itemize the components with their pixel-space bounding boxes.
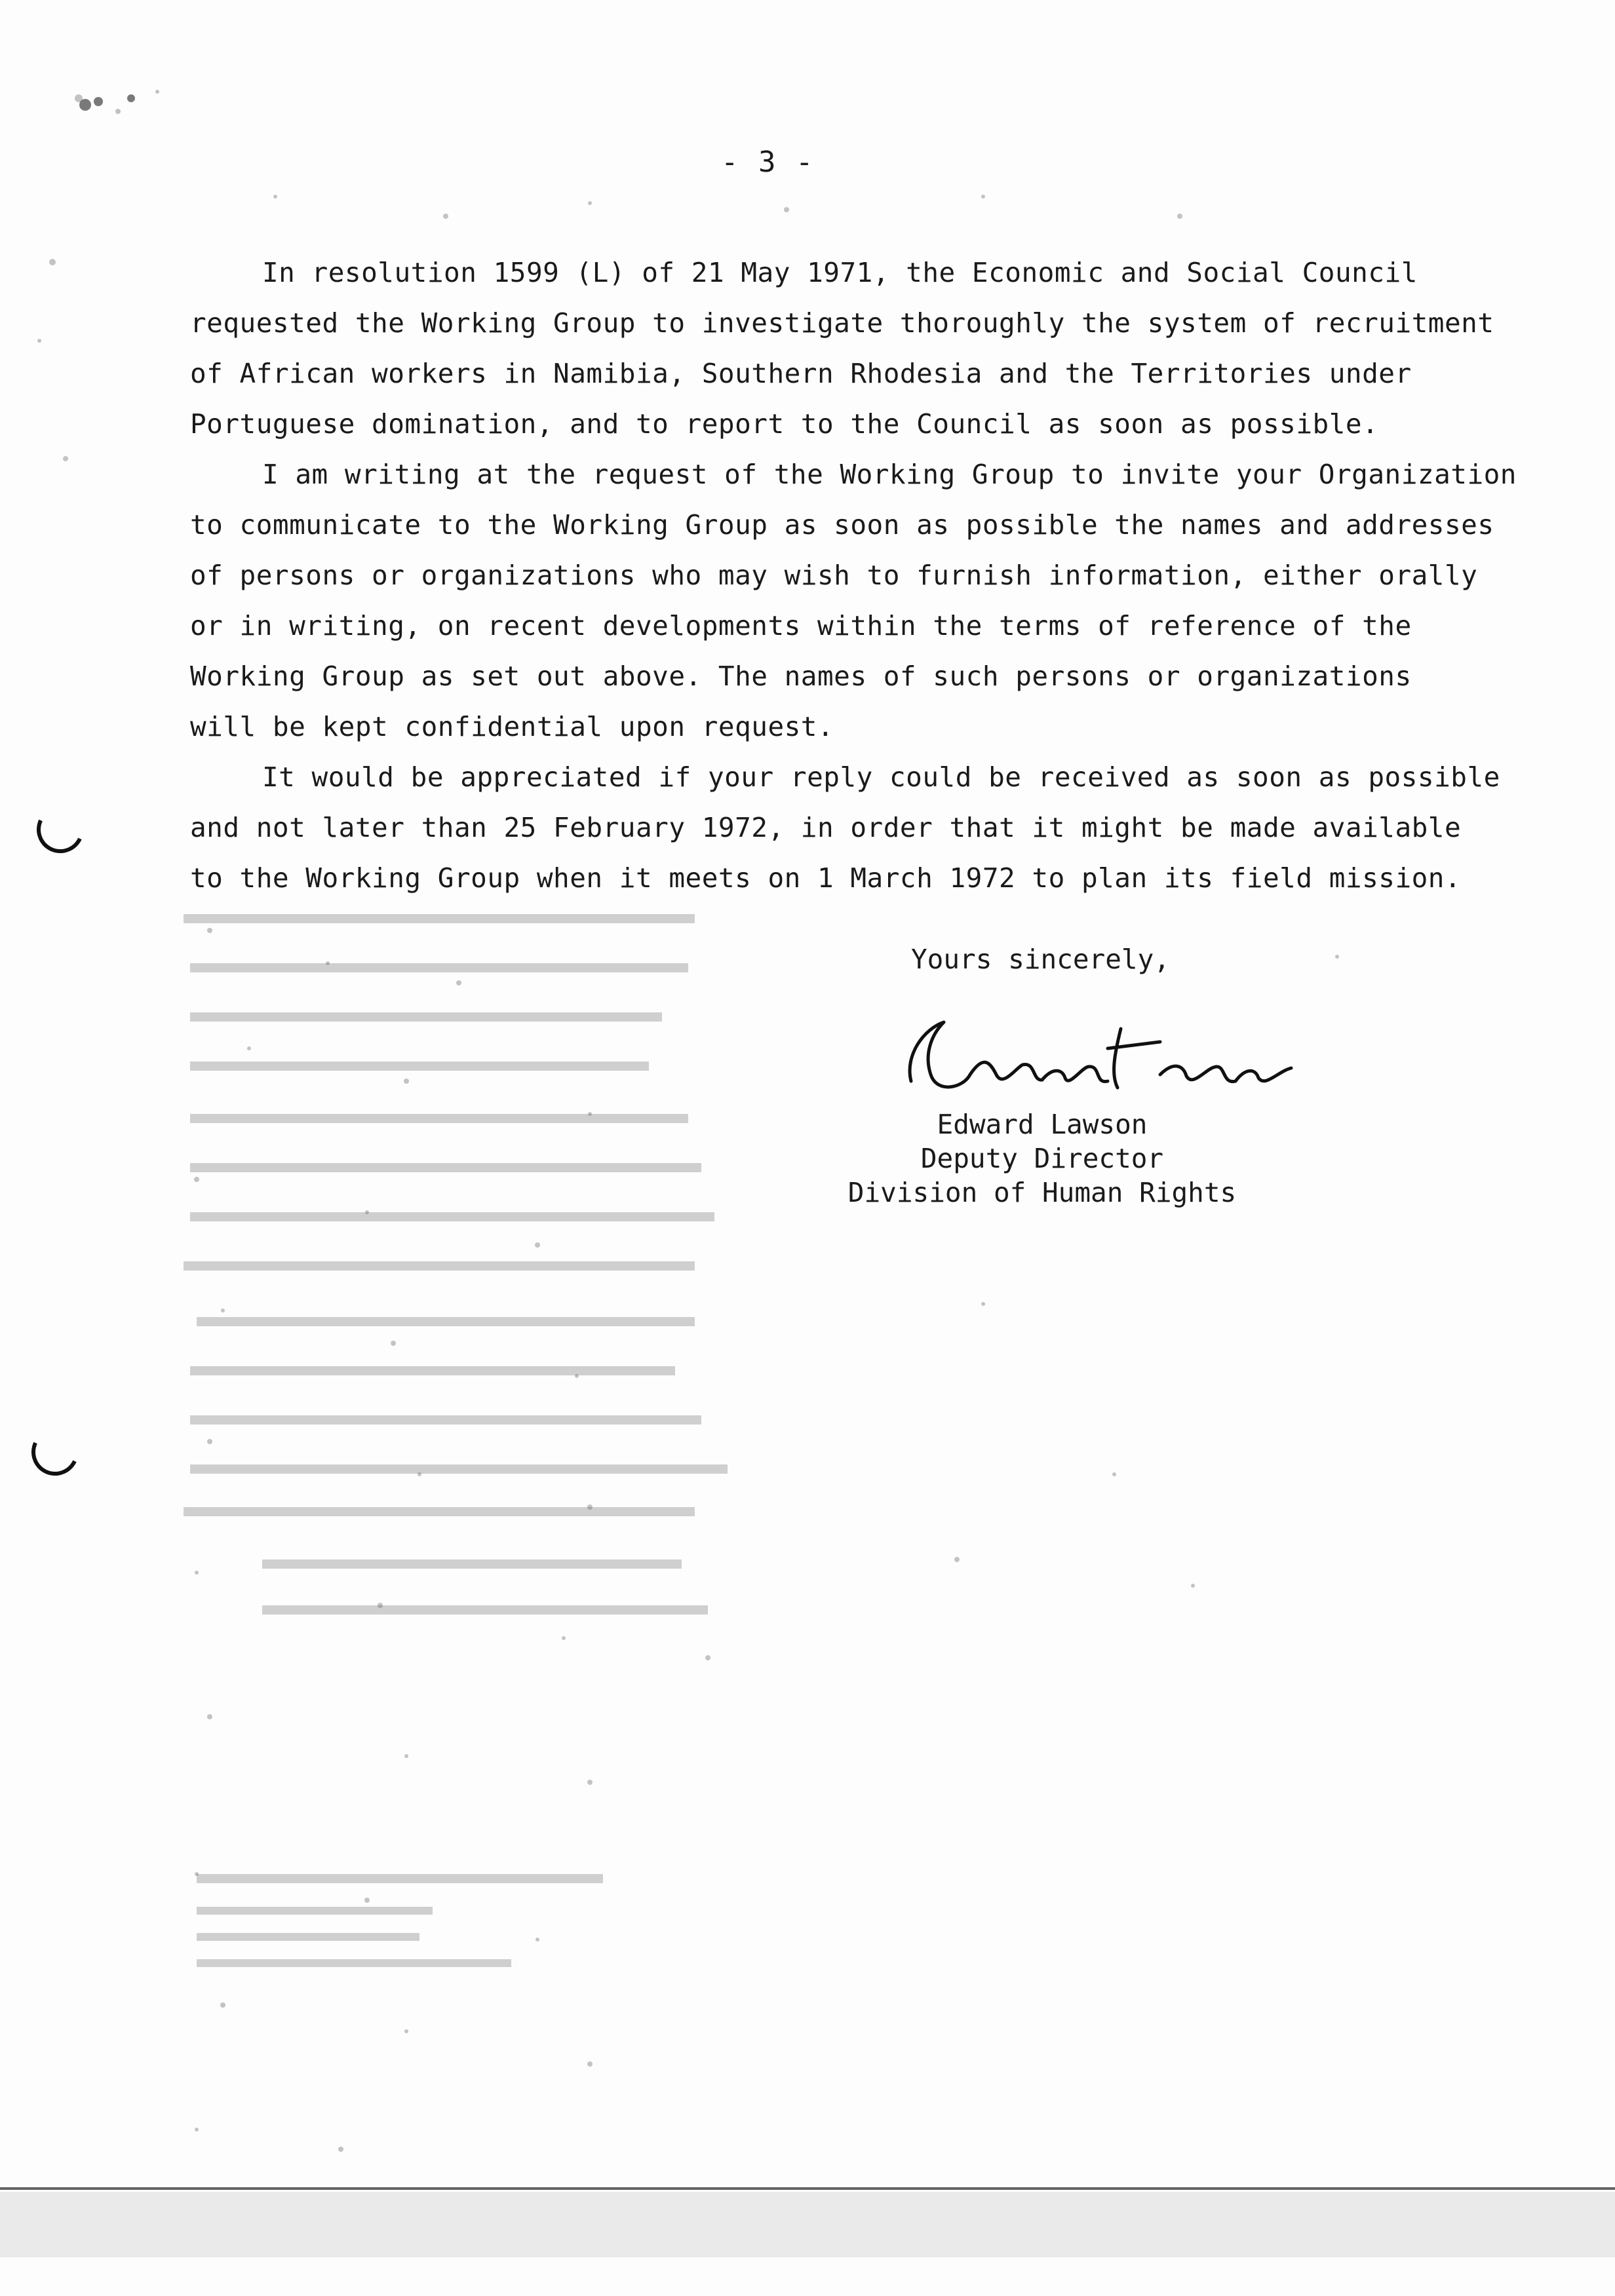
paragraph-request: I am writing at the request of the Working Group to invite your Organization to communicate to the Working Group as soon as possible the names and addresses of persons or organizations who may wish to furnish information, either orally or in writing, on recent developments within the terms of reference of the Working Group as set out above. The names of such persons or organizations will be kept confidential upon request. — [190, 459, 1517, 742]
paragraph-resolution: In resolution 1599 (L) of 21 May 1971, the Economic and Social Council requested the Working Group to investigate thoroughly the system of recruitment of African workers in Namibia, Southern Rhodesia and the Territories under Portuguese domination, and to report to the Council as soon as possible. — [190, 257, 1494, 440]
signatory-name: Edward Lawson — [937, 1109, 1148, 1140]
handwritten-signature — [885, 1003, 1304, 1120]
page-bottom-edge — [0, 2187, 1615, 2190]
letter-body — [190, 248, 1527, 904]
signatory-title: Deputy Director — [920, 1143, 1164, 1174]
closing-salutation: Yours sincerely, — [911, 944, 1170, 975]
signature-block — [826, 1107, 1258, 1210]
signatory-division: Division of Human Rights — [847, 1177, 1237, 1208]
binder-hole-mark-bottom — [25, 1422, 85, 1482]
page-number: - 3 - — [721, 145, 815, 179]
paragraph-deadline: It would be appreciated if your reply could be received as soon as possible and not later than 25 February 1972, in order that it might be made available to the Working Group when it meets on 1 March 1972 to plan its field mission. — [190, 761, 1500, 894]
binder-hole-mark-top — [30, 799, 90, 860]
